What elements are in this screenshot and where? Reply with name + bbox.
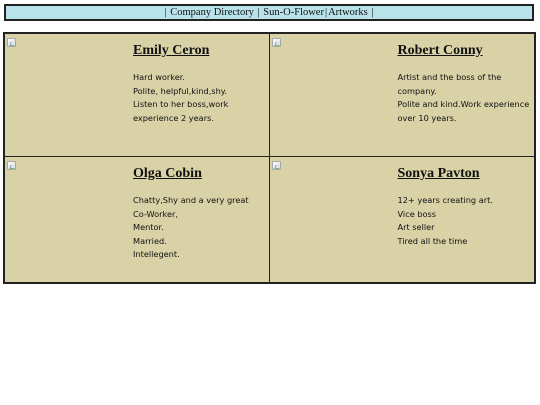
broken-image-icon bbox=[272, 38, 281, 47]
nav-separator: | bbox=[164, 7, 167, 18]
bio-line: Artist and the boss of the company. bbox=[397, 72, 502, 96]
employee-directory-table bbox=[3, 32, 536, 284]
bio-line: Polite and kind.Work experience over 10 years. bbox=[397, 99, 530, 123]
bio-line: Mentor. bbox=[133, 222, 164, 232]
employee-name: Olga Cobin bbox=[133, 166, 202, 181]
employee-card bbox=[5, 157, 270, 282]
bio-line: Art seller bbox=[397, 222, 435, 232]
bio-line: Vice boss bbox=[397, 208, 437, 219]
nav-separator: | bbox=[324, 7, 328, 18]
bio-line: Intellegent. bbox=[133, 249, 180, 259]
employee-bio bbox=[133, 194, 265, 262]
bio-line: Married. bbox=[133, 235, 167, 246]
employee-photo bbox=[7, 161, 127, 271]
employee-photo bbox=[272, 38, 392, 148]
nav-separator: | bbox=[371, 7, 374, 18]
broken-image-icon bbox=[272, 161, 281, 170]
employee-card bbox=[270, 34, 535, 157]
employee-name: Emily Ceron bbox=[133, 43, 210, 58]
employee-photo bbox=[272, 161, 392, 271]
bio-line: Chatty,Shy and a very great Co-Worker, bbox=[133, 195, 249, 219]
broken-image-icon bbox=[7, 38, 16, 47]
employee-name: Sonya Pavton bbox=[397, 166, 480, 181]
nav-link-company-directory[interactable]: Company Directory bbox=[170, 7, 254, 18]
bio-line: Hard worker. bbox=[133, 72, 185, 82]
nav-link-sun-o-flower[interactable]: Sun-O-Flower bbox=[263, 7, 324, 18]
employee-card bbox=[270, 157, 535, 282]
broken-image-icon bbox=[7, 161, 16, 170]
employee-bio bbox=[133, 71, 265, 125]
top-nav-bar bbox=[4, 4, 534, 21]
employee-bio bbox=[398, 71, 531, 125]
nav-link-artworks[interactable]: Artworks bbox=[328, 7, 368, 18]
bio-line: Tired all the time bbox=[397, 235, 468, 246]
employee-photo bbox=[7, 38, 127, 148]
nav-separator: | bbox=[257, 7, 260, 18]
employee-name: Robert Conny bbox=[397, 43, 483, 58]
bio-line: Listen to her boss,work experience 2 years. bbox=[133, 99, 229, 123]
bio-line: Polite, helpful,kind,shy. bbox=[133, 85, 228, 96]
bio-line: 12+ years creating art. bbox=[397, 195, 493, 205]
employee-bio bbox=[398, 194, 531, 248]
employee-card bbox=[5, 34, 270, 157]
